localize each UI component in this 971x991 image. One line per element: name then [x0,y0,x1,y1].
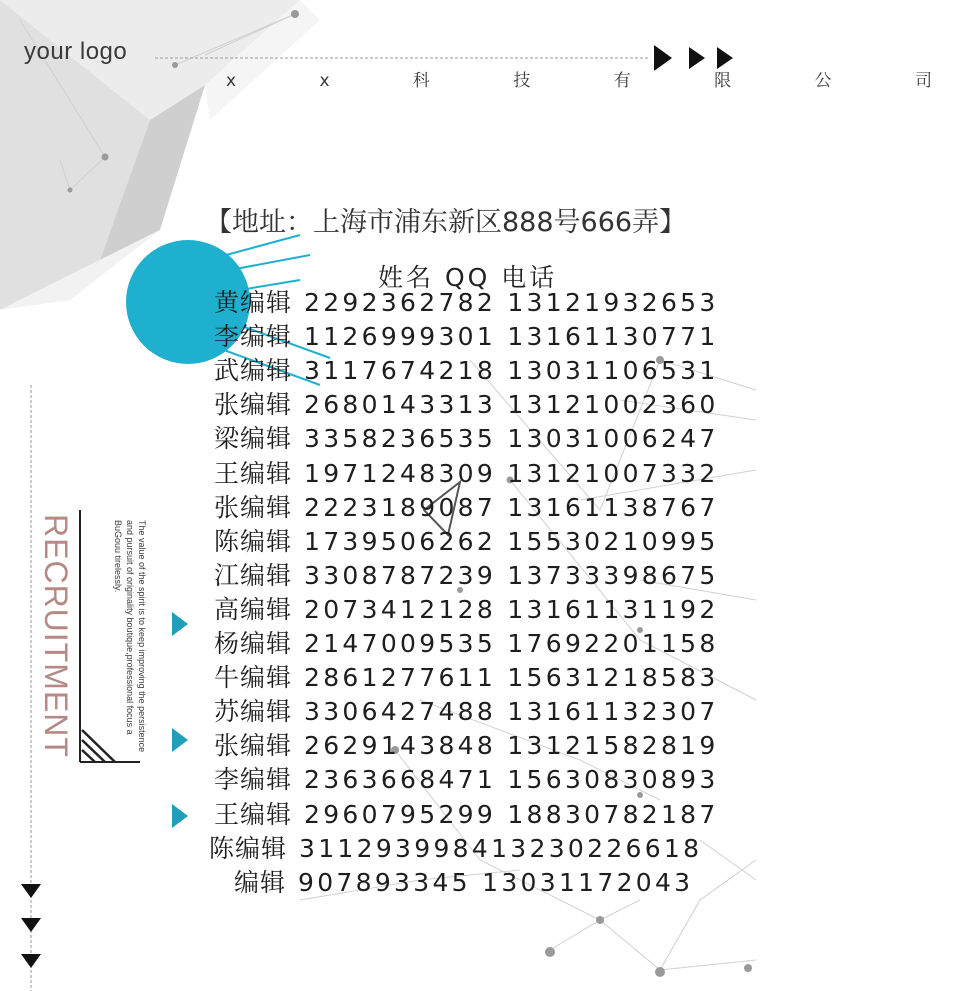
address: 【地址：上海市浦东新区888号666弄】 [205,207,687,238]
contact-row [209,834,702,864]
contact-name: 杨编辑 [214,629,293,658]
contact-name: 牛编辑 [214,663,293,693]
contact-phone: 13121932653 [507,288,719,317]
contact-phone: 13031106531 [507,356,719,386]
contact-qq: 2363668471 [304,765,497,795]
contact-qq: 907893345 [298,867,471,897]
contact-phone: 13161131192 [507,594,719,624]
contact-row [214,390,719,420]
contact-row [214,459,719,489]
pointer-icon [172,612,188,636]
contact-qq: 2960795299 [304,799,497,829]
contact-name: 李编辑 [214,322,293,352]
contact-row [234,868,693,898]
contact-name: 陈编辑 [214,526,293,556]
contact-row [214,629,719,659]
contact-name: 张编辑 [214,390,293,420]
contact-phone: 13733398675 [507,560,719,590]
contact-phone: 13031172043 [482,867,694,897]
contact-phone: 15630830893 [507,765,719,795]
contact-row [214,663,719,693]
contact-name: 张编辑 [214,492,293,522]
contact-qq: 2629143848 [304,731,497,761]
contact-qq: 2073412128 [304,594,497,624]
down-arrow-icon [21,884,41,898]
contact-qq: 2147009535 [304,629,497,658]
contact-name: 王编辑 [214,799,293,829]
contact-phone: 17692201158 [507,629,719,658]
pointer-icon [172,804,188,828]
contact-phone: 13121002360 [507,390,719,420]
contact-qq: 1739506262 [304,526,497,556]
contact-name: 李编辑 [214,765,293,795]
company-name: x x 科 技 有 限 公 司 [226,71,971,91]
contact-qq: 3112939984 [299,833,492,863]
contact-row [214,356,719,386]
contact-qq: 2223189087 [304,492,497,522]
contact-phone: 13031006247 [507,424,719,454]
contact-phone: 13161132307 [507,697,719,727]
contact-name: 武编辑 [214,356,293,386]
contact-row [214,493,719,523]
contact-phone: 13161130771 [507,322,719,352]
contact-qq: 1971248309 [304,458,497,488]
contact-row [214,561,719,591]
contact-phone: 13121007332 [507,458,719,488]
contact-row [214,765,719,795]
contact-qq: 2680143313 [304,390,497,420]
contact-name: 梁编辑 [214,424,293,454]
contact-row [214,800,719,830]
contact-name: 黄编辑 [214,288,293,317]
contact-name: 陈编辑 [209,833,288,863]
contact-row [214,424,719,454]
contact-phone: 13161138767 [507,492,719,522]
contact-qq: 3308787239 [304,560,497,590]
contact-name: 高编辑 [214,594,293,624]
contact-row [214,697,719,727]
contact-row [214,731,719,761]
contact-name: 张编辑 [214,731,293,761]
pointer-icon [172,728,188,752]
contact-row [214,288,719,318]
contact-row [214,595,719,625]
recruitment-title: RECRUITMENT [38,514,74,758]
contact-qq: 2292362782 [304,288,497,317]
down-arrow-icon [21,918,41,932]
contact-phone: 18830782187 [507,799,719,829]
contact-phone: 15530210995 [507,526,719,556]
tagline: The value of the spirit is to keep improving the persistence and pursuit of originality boutique,professional focus a BuGouu tirelessly. [113,520,147,753]
contact-qq: 3358236535 [304,424,497,454]
contact-phone: 13121582819 [507,731,719,761]
contact-row [214,527,719,557]
logo: your logo [24,38,128,65]
contact-row [214,322,719,352]
contact-qq: 3306427488 [304,697,497,727]
contact-name: 王编辑 [214,458,293,488]
contact-name: 编辑 [234,867,287,897]
down-arrow-icon [21,954,41,968]
contact-qq: 1126999301 [304,322,497,352]
contact-qq: 3117674218 [304,356,497,386]
table-heading: 姓名 QQ 电话 [378,263,558,292]
contact-phone: 13230226618 [491,833,703,863]
contact-name: 江编辑 [214,560,293,590]
contact-name: 苏编辑 [214,697,293,727]
contact-phone: 15631218583 [507,663,719,693]
contact-qq: 2861277611 [304,663,497,693]
